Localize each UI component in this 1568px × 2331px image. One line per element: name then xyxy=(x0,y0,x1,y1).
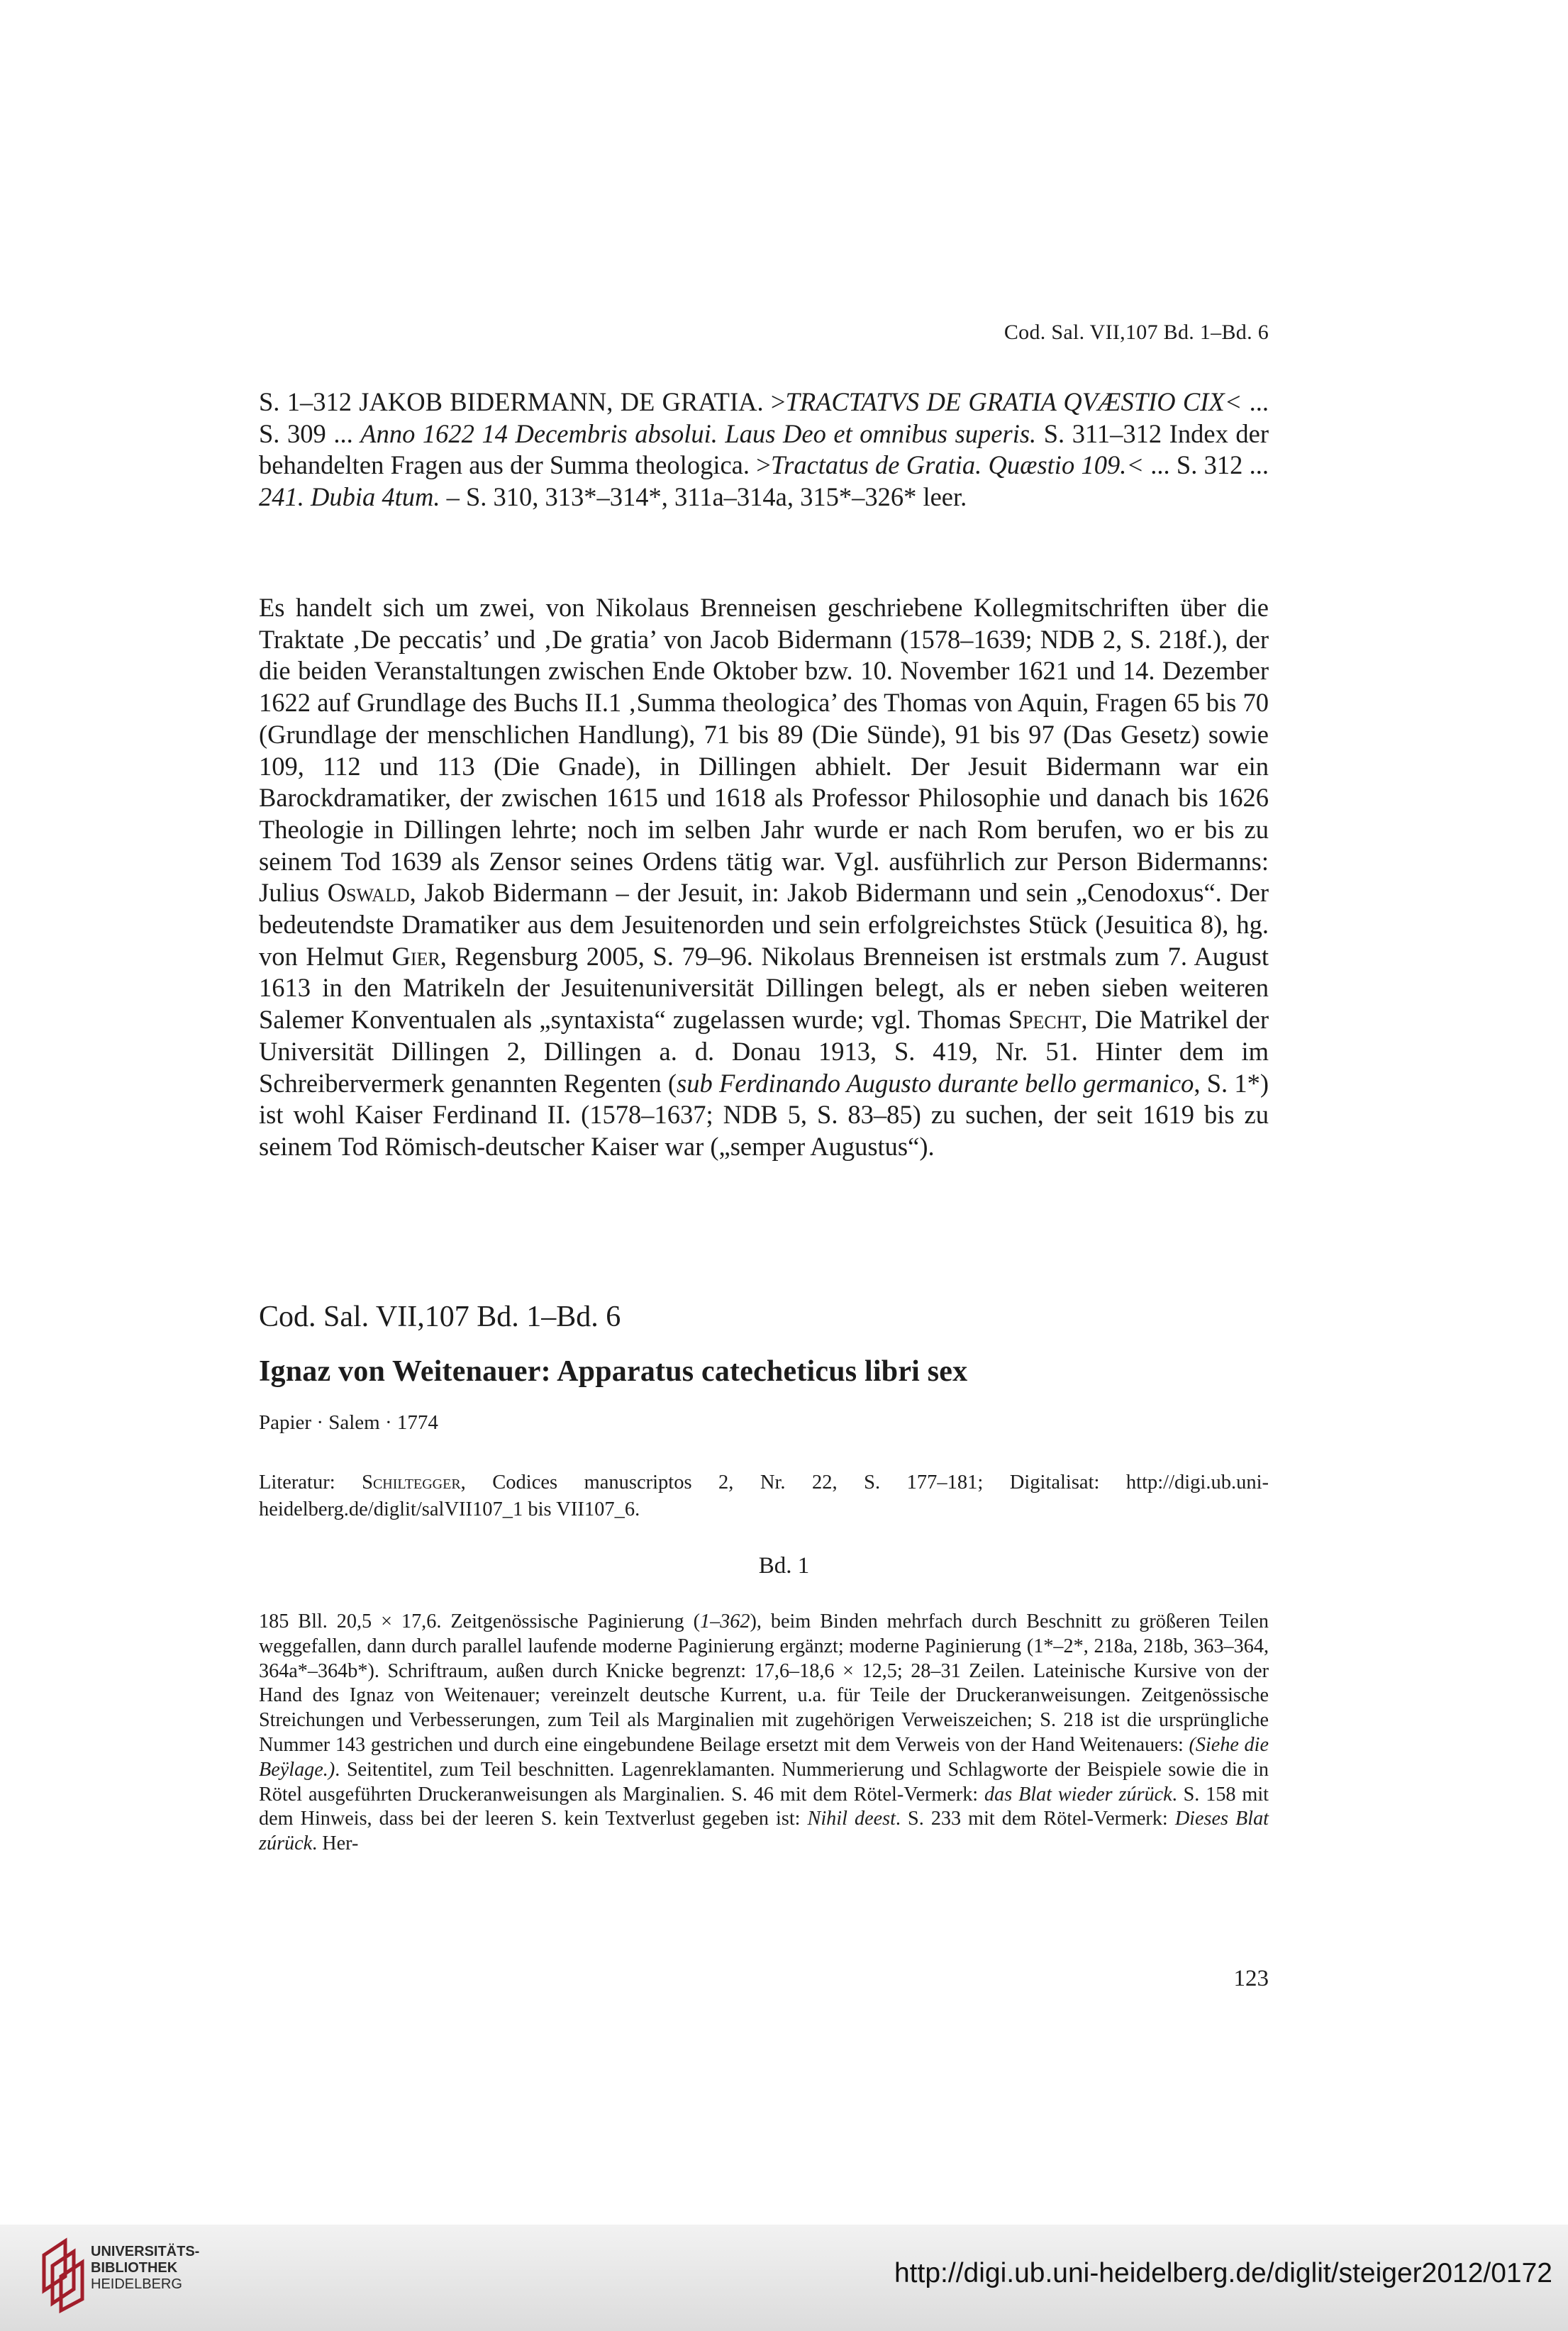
quoted-latin: sub Ferdinando Augusto durante bello germanico xyxy=(677,1068,1194,1098)
codex-heading: Cod. Sal. VII,107 Bd. 1–Bd. 6 xyxy=(259,1301,621,1333)
commentary-paragraph xyxy=(259,592,1269,1163)
commentary-text: , Jakob Bidermann – der Jesuit, in: Jakob Bidermann und sein „Cenodoxus“. Der bedeutendste Dramatiker aus dem Jesuitenorden und sein erfolgreichstes Stück (Jesuitica 8), hg. von Helmut xyxy=(259,878,1269,971)
italic-text: Dieses Blat zúrück xyxy=(259,1808,1269,1855)
description-text: . Seitentitel, zum Teil beschnitten. Lagenreklamanten. Nummerierung und Schlagworte der Beispiele sowie die in Rötel ausgeführten Druckeranweisungen als Marginalien. S. 46 mit dem Rötel-Vermerk: xyxy=(259,1758,1269,1806)
library-name-line: BIBLIOTHEK xyxy=(91,2260,178,2276)
description-text: ), beim Binden mehrfach durch Beschnitt zu größeren Teilen weggefallen, dann durch parallel laufende moderne Paginierung ergänzt; moderne Paginierung (1*–2*, 218a, 218b, 363–364, 364a*–364b*). Schriftraum, außen durch Knicke begrenzt: 17,6–18,6 × 12,5; 28–31 Zeilen. Lateinische Kursive von der Hand des Ignaz von Weitenauer; vereinzelt deutsche Kurrent, u.a. für Teile der Druckeranweisungen. Zeitgenössische Streichungen und Verbesserungen, zum Teil als Marginalien mit zugehörigen Verweiszeichen; S. 218 ist die ursprüngliche Nummer 143 gestrichen und durch eine eingebundene Beilage ersetzt mit dem Verweis von der Hand Weitenauers: xyxy=(259,1610,1269,1756)
italic-text: Nihil deest xyxy=(807,1808,896,1830)
commentary-text: , Regensburg 2005, S. 79–96. Nikolaus Brenneisen ist erstmals zum 7. August 1613 in den Matrikeln der Jesuitenuniversität Dillingen belegt, als er neben sieben weiteren Salemer Konventualen als „syntaxista“ zugelassen wurde; vgl. Thomas xyxy=(259,941,1269,1035)
entry-explicit: Anno 1622 14 Decembris absolui. Laus Deo et omnibus superis. xyxy=(360,418,1037,448)
page-number: 123 xyxy=(1233,1966,1269,1991)
author-name: Gier xyxy=(391,941,440,971)
commentary-text: Es handelt sich um zwei, von Nikolaus Brenneisen geschriebene Kollegmitschriften über die Traktate ‚De peccatis’ und ‚De gratia’ von Jacob Bidermann (1578–1639; NDB 2, S. 218f.), der die beiden Veranstaltungen zwischen Ende Oktober bzw. 10. November 1621 und 14. Dezember 1622 auf Grundlage des Buchs II.1 ‚Summa theologica’ des Thomas von Aquin, Fragen 65 bis 70 (Grundlage der menschlichen Handlung), 71 bis 89 (Die Sünde), 91 bis 97 (Das Gesetz) sowie 109, 112 und 113 (Die Gnade), in Dillingen abhielt. Der Jesuit Bidermann war ein Barockdramatiker, der zwischen 1615 und 1618 als Professor Philosophie und danach bis 1626 Theologie in Dillingen lehrte; noch im selben Jahr wurde er nach Rom berufen, wo er bis zu seinem Tod 1639 als Zensor seines Ordens tätig war. Vgl. ausführlich zur Person Bidermanns: Julius xyxy=(259,593,1269,908)
entry-text: S. 311–312 Index der behandelten Fragen aus der Summa theologica. > xyxy=(259,418,1269,480)
commentary-text: , S. 1*) ist wohl Kaiser Ferdinand II. (1578–1637; NDB 5, S. 83–85) zu suchen, der seit 1619 bis zu seinem Tod Römisch-deutscher Kaiser war („semper Augustus“). xyxy=(259,1068,1269,1161)
author-name: Oswald xyxy=(327,878,410,908)
literature-text: Literatur: xyxy=(259,1472,362,1493)
entry-text: – S. 310, 313*–314*, 311a–314a, 315*–326* leer. xyxy=(440,482,967,512)
source-url-link[interactable]: http://digi.ub.uni-heidelberg.de/diglit/steiger2012/0172 xyxy=(894,2258,1552,2288)
library-name-line: UNIVERSITÄTS- xyxy=(91,2244,200,2259)
italic-text: (Siehe die Beÿlage.) xyxy=(259,1733,1269,1781)
running-head: Cod. Sal. VII,107 Bd. 1–Bd. 6 xyxy=(1003,321,1269,344)
library-name-line: HEIDELBERG xyxy=(91,2276,182,2292)
literature-text: , Codices manuscriptos 2, Nr. 22, S. 177–181; Digitalisat: http://digi.ub.uni-heidelberg.de/diglit/salVII107_1 bis VII107_6. xyxy=(259,1472,1269,1520)
volume-label: Bd. 1 xyxy=(758,1553,810,1579)
entry-text: S. 1–312 JAKOB BIDERMANN, DE GRATIA. > xyxy=(259,387,786,416)
italic-text: das Blat wieder zúrück xyxy=(984,1783,1172,1806)
literature-note xyxy=(259,1469,1269,1523)
entry-text: ... S. 309 ... xyxy=(259,387,1269,448)
library-logo-icon xyxy=(37,2234,92,2313)
entry-incipit: TRACTATVS DE GRATIA QVÆSTIO CIX< xyxy=(785,387,1242,416)
entry-s1-312 xyxy=(259,386,1269,513)
codicological-description xyxy=(259,1610,1269,1857)
description-text: 185 Bll. 20,5 × 17,6. Zeitgenössische Paginierung ( xyxy=(259,1610,700,1632)
description-text: . S. 158 mit dem Hinweis, dass bei der leeren S. kein Textverlust gegeben ist: xyxy=(259,1783,1269,1830)
description-text: . Her- xyxy=(312,1832,359,1855)
description-text: . S. 233 mit dem Rötel-Vermerk: xyxy=(895,1808,1175,1830)
author-name: Specht xyxy=(1008,1005,1082,1035)
author-name: Schiltegger xyxy=(362,1472,461,1493)
codex-meta: Papier · Salem · 1774 xyxy=(259,1411,438,1434)
entry-index-explicit: 241. Dubia 4tum. xyxy=(259,482,440,512)
entry-text: ... S. 312 ... xyxy=(1143,450,1269,480)
italic-text: 1–362 xyxy=(699,1610,750,1632)
entry-index-incipit: Tractatus de Gratia. Quæstio 109.< xyxy=(770,450,1144,480)
commentary-text: , Die Matrikel der Universität Dillingen 2, Dillingen a. d. Donau 1913, S. 419, Nr. 51. Hinter dem im Schreibervermerk genannten Regenten ( xyxy=(259,1005,1269,1098)
codex-title: Ignaz von Weitenauer: Apparatus catecheticus libri sex xyxy=(259,1355,968,1388)
library-name xyxy=(91,2244,199,2293)
